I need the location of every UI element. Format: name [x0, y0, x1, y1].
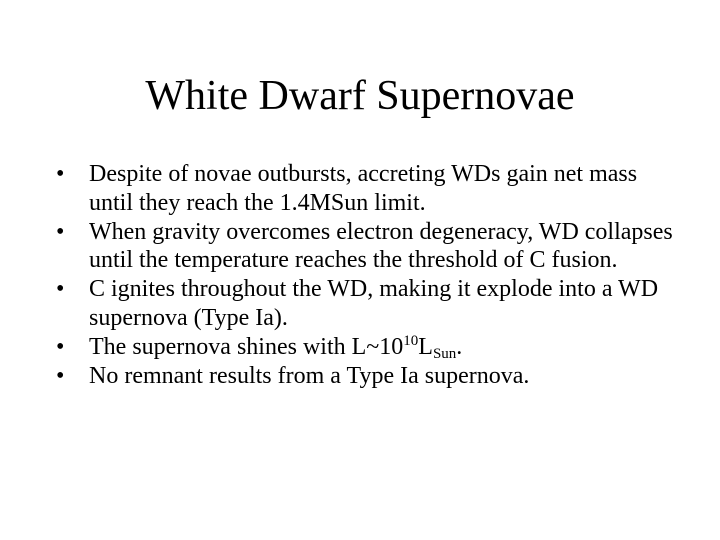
bullet-icon: •	[56, 218, 65, 245]
luminosity-period: .	[456, 333, 463, 360]
bullet-item-1	[56, 160, 676, 217]
luminosity-exponent: 10	[403, 332, 419, 349]
luminosity-subscript: Sun	[432, 345, 457, 362]
bullet-icon: •	[56, 276, 65, 302]
bullet-text: No remnant results from a Type Ia supernova.	[89, 362, 530, 389]
bullet-item-2	[56, 218, 676, 275]
bullet-text: Despite of novae outbursts, accreting WDs gain net mass until they reach the 1.4MSun limit.	[89, 161, 638, 216]
bullet-list	[56, 160, 676, 391]
bullet-text: C ignites throughout the WD, making it explode into a WD supernova (Type Ia).	[89, 276, 659, 331]
bullet-item-5	[56, 362, 676, 391]
bullet-text	[89, 334, 462, 360]
bullet-icon: •	[56, 333, 65, 360]
bullet-icon: •	[56, 362, 65, 389]
bullet-item-3	[56, 275, 676, 332]
luminosity-symbol: L	[418, 333, 433, 360]
bullet-text: When gravity overcomes electron degeneracy, WD collapses until the temperature reaches the threshold of C fusion.	[89, 218, 673, 273]
slide-title: White Dwarf Supernovae	[145, 73, 575, 119]
luminosity-text: The supernova shines with L~10	[89, 333, 404, 360]
bullet-item-4	[56, 333, 676, 362]
bullet-icon: •	[56, 161, 65, 187]
